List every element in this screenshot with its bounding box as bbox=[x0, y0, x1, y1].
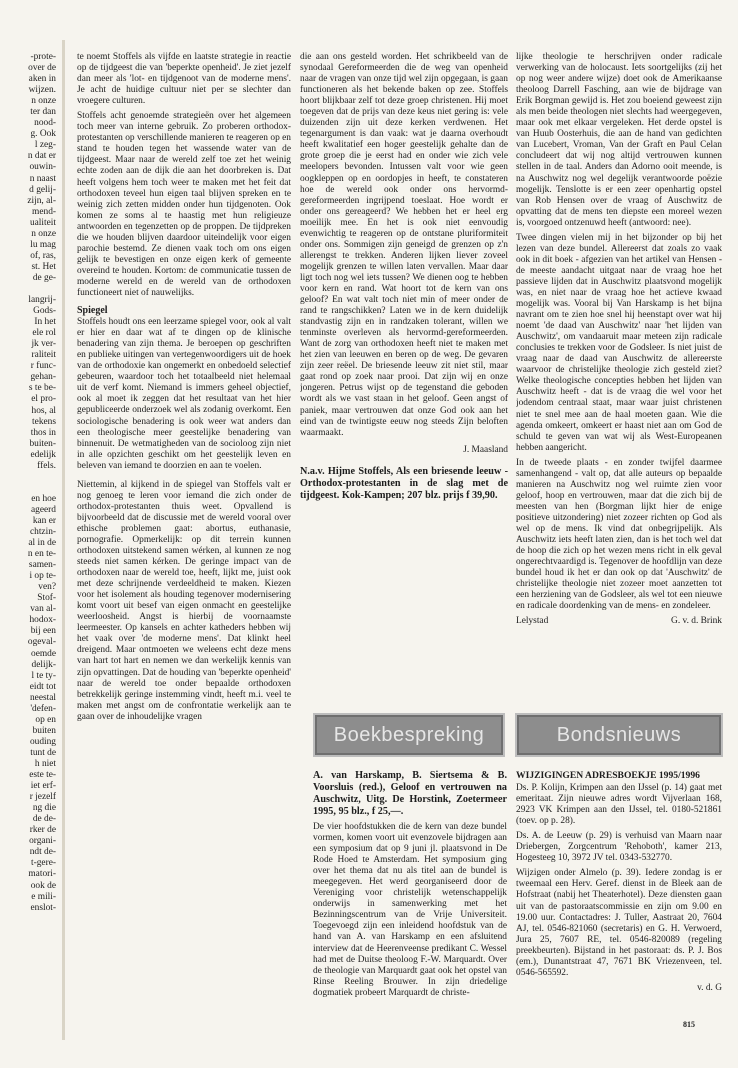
fragment-line: ffels. bbox=[37, 460, 56, 471]
sign-place: Lelystad bbox=[516, 616, 549, 627]
paragraph: In de tweede plaats - en zonder twijfel daarmee samenhangend - valt op, dat alle auteurs op bepaalde manieren na Auschwitz nog wel ruimte zien voor geloof, hoop en vertrouwen, maar dat die zich bij de meesten van hen (Borgman lijkt hier de enige positieve uitzondering) niet zozeer richten op God als wel op de mens. Ik vind dat onbegrijpelijk. Als Auschwitz iets heeft laten zien, dan is het toch wel dat de hoop die zich op het wezen mens richt in elk geval ongerechtvaardigd is. Tegenover de hoofdlijn van deze bundel houd ik het er dan ook op dat 'Auschwitz' de christelijke theologie niet zozeer moet aanzetten tot een herziening van de Godsleer, als wel tot een nieuwe en radicale doordenking van de mens- en zondeleer. bbox=[516, 457, 722, 612]
fragment-line: 'defen- bbox=[30, 703, 56, 714]
review-author: J. Maasland bbox=[463, 444, 508, 455]
paragraph: Twee dingen vielen mij in het bijzonder op bij het lezen van deze bundel. Allereerst dat zoals zo vaak ook in dit boek - afgezien van het artikel van Hensen - de meeste aandacht uitgaat naar de vraag hoe het passieve lijden dat in Auschwitz plaatsvond mogelijk was, en niet naar de vraag hoe het actieve kwaad mogelijk was. Vooral bij Van Harskamp is het bijna navrant om te zien hoe snel hij heenstapt over wat hij noemt 'de daad van Auschwitz' naar 'het lijden van Auschwitz', om vandaaruit maar meteen zijn radicale conclusies te trekken voor de Godsleer. Is niet juist de vraag naar de daad van Auschwitz de allereerste waarvoor de christelijke theologie zich gesteld ziet? Welke theologische concepties hebben het lijden van Auschwitz heeft - dat is de vraag die wel voor het jodendom centraal staat, maar waar juist christenen niet te snel mee aan de haal moeten gaan. Wie die agenda omkeert, omkeert er haast niet aan om God de schuld te geven van wat wij als West-Europeanen hebben aangericht. bbox=[516, 232, 722, 453]
fragment-line: zijn, al- bbox=[27, 195, 56, 206]
fragment-line: Stof- bbox=[37, 593, 56, 604]
fragment-line: d gelij- bbox=[29, 184, 56, 195]
fragment-line: hodox- bbox=[29, 615, 56, 626]
paragraph: Stoffels houdt ons een leerzame spiegel voor, ook al valt er hier en daar wat af te dingen op de klinische benadering van zijn thema. Je beroepen op geschriften en publieke uitingen van vertegenwoordigers uit de hoek van de orthodoxie kan ongemerkt en onbedoeld selectief gebeuren, waardoor toch het totaalbeeld niet helemaal uit de verf komt. Niemand is immers geheel objectief, ook al moet ik zeggen dat het resultaat van het hier gepubliceerde onderzoek wel als zodanig overkomt. Een sociologische benadering is ook weer wat anders dan een theologische meer geestelijke benadering van binnenuit. De wetmatigheden van de socioloog zijn niet in alle opzichten geschikt om het geestelijk leven en beleven van iemand te doorzien en aan te voelen. bbox=[77, 317, 291, 471]
fragment-line bbox=[0, 483, 56, 494]
news-signature: v. d. G bbox=[697, 982, 722, 993]
fragment-line: oemde bbox=[31, 648, 56, 659]
column-3 bbox=[516, 52, 722, 658]
fragment-line: organi- bbox=[29, 836, 56, 847]
fragment-line: nood- bbox=[34, 118, 56, 129]
fragment-line: aken in bbox=[28, 74, 56, 85]
page-fold bbox=[62, 40, 65, 1040]
fragment-line: ven? bbox=[38, 582, 56, 593]
fragment-line: ndt de- bbox=[29, 847, 56, 858]
fragment-line: mend- bbox=[32, 206, 56, 217]
fragment-line: over de bbox=[28, 63, 56, 74]
fragment-line: buiten bbox=[32, 725, 56, 736]
fragment-line: r func- bbox=[30, 361, 56, 372]
fragment-line: thos in bbox=[30, 427, 56, 438]
fragment-line: eidt tot bbox=[29, 681, 56, 692]
fragment-line: ualiteit bbox=[29, 217, 56, 228]
fragment-line: matori- bbox=[28, 869, 56, 880]
fragment-line: r jezelf bbox=[29, 792, 56, 803]
page-number: 815 bbox=[683, 1020, 695, 1029]
fragment-line: tekens bbox=[32, 416, 56, 427]
fragment-line: hos, al bbox=[31, 405, 56, 416]
fragment-line: op en bbox=[35, 714, 56, 725]
section-banner-bondsnieuws: Bondsnieuws bbox=[515, 713, 723, 757]
paragraph: Ds. A. de Leeuw (p. 29) is verhuisd van Maarn naar Driebergen, Zorgcentrum 'Rehoboth', kamer 213, Hogesteeg 10, 3972 JV tel. 0343-532770. bbox=[516, 831, 722, 864]
review-heading: A. van Harskamp, B. Siertsema & B. Voorsluis (red.), Geloof en vertrouwen na Auschwitz, Uitg. De Horstink, Zoetermeer 1995, 95 blz., f 25,—. bbox=[313, 770, 507, 817]
fragment-line: lu mag bbox=[30, 239, 56, 250]
fragment-line: ouding bbox=[29, 736, 56, 747]
section-heading: Spiegel bbox=[77, 305, 108, 317]
fragment-line: rker de bbox=[29, 825, 56, 836]
fragment-line: ng die bbox=[32, 803, 56, 814]
fragment-line: bij een bbox=[30, 626, 56, 637]
fragment-line: In het bbox=[34, 317, 56, 328]
fragment-line bbox=[0, 472, 56, 483]
fragment-line: -prote- bbox=[30, 52, 56, 62]
fragment-line: en hoe bbox=[31, 493, 56, 504]
book-review bbox=[313, 768, 507, 1012]
fragment-line: el pro- bbox=[31, 394, 56, 405]
fragment-line: jk ver- bbox=[31, 339, 56, 350]
fragment-line: n en te- bbox=[27, 549, 56, 560]
fragment-line: kan er bbox=[32, 515, 56, 526]
fragment-line: e mili- bbox=[31, 891, 56, 902]
fragment-line: ele rol bbox=[32, 328, 56, 339]
fragment-line: neestal bbox=[29, 692, 56, 703]
fragment-line: tunt de bbox=[30, 747, 56, 758]
fragment-line: ouwin- bbox=[29, 162, 56, 173]
fragment-line: l te ty- bbox=[31, 670, 56, 681]
bond-news bbox=[516, 770, 722, 1010]
fragment-line: l zeg- bbox=[34, 140, 56, 151]
fragment-line: n onze bbox=[31, 228, 56, 239]
paragraph: De vier hoofdstukken die de kern van deze bundel vormen, komen voort uit evenzovele bijdragen aan een symposium dat op 9 juni jl. plaatsvond in De Rode Hoed te Amsterdam. Het symposium ging over het thema dat nu als titel aan de bundel is meegegeven. Het werd georganiseerd door de Vereniging voor christelijk wetenschappelijk onderwijs in samenwerking met het Bezinningscentrum van de Vrije Universiteit. Toegevoegd zijn een inleidend hoofdstuk van de hand van A. van Harskamp en een afsluitend interview dat de Heerenveense predikant C. Wessel had met de Duitse theoloog F.-W. Marquardt. Over de theologie van Marquardt gaat ook het opstel van Rinse Reeling Brouwer. In zijn driedelige dogmatiek probeert Marquardt de christe- bbox=[313, 822, 507, 998]
column-1 bbox=[77, 52, 291, 1010]
fragment-line: al in de bbox=[28, 538, 56, 549]
fragment-line: n dat er bbox=[27, 151, 56, 162]
fragment-line: delijk- bbox=[31, 659, 56, 670]
paragraph: Wijzigen onder Almelo (p. 39). Iedere zondag is er tweemaal een Herv. Geref. dienst in de Bleek aan de Hofstraat (nabij het Theaterhotel). Deze diensten gaan uit van de pastoraatscommissie en zijn om 9.00 en 19.00 uur. Contactadres: J. Tuller, Aastraat 20, 7604 AJ, tel. 0546-821060 (secretaris) en G. H. Verwoerd, Jura 25, 7607 RE, tel. 0546-820089 (regeling preekbeurten). Bijstand in het pastoraat: ds. P. J. Bos (em.), Dunantstraat 47, 7671 BK Vriezenveen, tel. 0546-565592. bbox=[516, 868, 722, 978]
fragment-line: enslot- bbox=[30, 902, 56, 913]
paragraph: Niettemin, al kijkend in de spiegel van Stoffels valt er nog genoeg te leren voor iemand die zich onder de orthodox-protestanten thuis weet. Opvallend is bijvoorbeeld dat de discussie met de wereld vooral over ethische problemen gaat: abortus, euthanasie, pornografie. Opmerkelijk: op dit terrein kunnen orthodoxen uitstekend samen wérken, al kunnen ze nog steeds niet samen kérken. De geringe impact van de orthodoxen naar de wereld toe, heeft, lijkt me, juist ook met deze schrijnende verdeeldheid te maken. Kiezen voor het isolement als houding tegenover modernisering komt voort uit besef van eigen onmacht en geestelijke weerloosheid. Angst is hierbij de voornaamste leermeester. Op kansels en achter katheders hebben wij het vaak over 'de moderne mens'. Dat klinkt heel dreigend. Maar ontmoeten we weleens echt deze mens van hart tot hart en nemen we dan werkelijk kennis van zijn opvattingen. Dat de houding van 'beperkte openheid' naar de wereld toe onder bepaalde orthodoxen betrekkelijk geringe instemming vindt, heeft m.i. veel te maken met angst om de confrontatie werkelijk aan te gaan over de inhoudelijke vragen bbox=[77, 479, 291, 722]
fragment-line: i op te- bbox=[29, 571, 56, 582]
signature-line bbox=[516, 616, 722, 627]
fragment-line: van al- bbox=[30, 604, 56, 615]
section-banner-boekbespreking: Boekbespreking bbox=[313, 713, 505, 757]
fragment-line: chtzin- bbox=[29, 527, 56, 538]
fragment-line: n onze bbox=[31, 96, 56, 107]
paragraph: Ds. P. Kolijn, Krimpen aan den IJssel (p. 14) gaat met emeritaat. Zijn nieuwe adres wordt Vijverlaan 168, 2923 VK Krimpen aan den IJssel, tel. 0180-521861 (toev. op p. 28). bbox=[516, 783, 722, 827]
paragraph: Stoffels acht genoemde strategieën over het algemeen toch meer van interne gebruik. Zo proberen orthodox-protestanten op verschillende manieren te reageren op en stand te houden tegen het wassende water van de tijdgeest. Maar naar de wereld zelf toe zet het weinig echte zoden aan de dijk die aan het doorbreken is. Dat heeft volgens hem toch weer te maken met het feit dat orthodoxen teveel hun eigen taal blijven spreken en te weinig zich zetten midden onder hun tijdgenoten. Ook komen ze soms al te haastig met hun religieuze antwoorden en tegenzetten op de proppen. De tijdpreken die we houden blijven daardoor uiteindelijk voor eigen parochie bestemd. Ze dienen vaak toch om ons eigen gelijk te bevestigen en onze eigen kerk of gemeente overeind te houden. Kortom: de communicatie tussen de moderne wereld en de wereld van de orthodoxen functioneert niet of nauwelijks. bbox=[77, 111, 291, 298]
fragment-line: wijzen. bbox=[28, 85, 56, 96]
fragment-line: ageerd bbox=[31, 504, 56, 515]
book-citation: N.a.v. Hijme Stoffels, Als een briesende leeuw - Orthodox-protestanten in de slag met de tijdgeest. Kok-Kampen; 207 blz. prijs f 39,90. bbox=[300, 465, 508, 501]
fragment-line: ook de bbox=[30, 880, 56, 891]
fragment-line: n naast bbox=[29, 173, 56, 184]
fragment-line: g. Ook bbox=[30, 129, 56, 140]
fragment-line: de ge- bbox=[32, 272, 56, 283]
fragment-line: de de- bbox=[32, 814, 56, 825]
fragment-line: edelijk bbox=[30, 449, 56, 460]
paragraph: te noemt Stoffels als vijfde en laatste strategie in reactie op de tijdgeest die van 'beperkte openheid'. Je ziet jezelf dan meer als 'lot- en tijdgenoot van de moderne mens'. Je acht de huidige cultuur niet per se slechter dan vroegere culturen. bbox=[77, 52, 291, 107]
fragment-line: Gods- bbox=[33, 306, 56, 317]
fragment-line: of, ras, bbox=[30, 250, 56, 261]
fragment-line: iet erf- bbox=[30, 781, 56, 792]
paragraph: die aan ons gesteld worden. Het schrikbeeld van de synodaal Gereformeerden die de weg van openheid naar de vragen van onze tijd wel zijn opgegaan, is gaan functioneren als het bekende baken op zee. Stoffels hoort blijkbaar zelf tot deze groep christenen. Hij moet toegeven dat de prijs van deze keus niet gering is: vele duizenden zijn uit deze kerken verdwenen. Het tegenargument is dan vaak: wat je daarna overhoudt heeft kwalitatief een hoger geestelijk gehalte dan de grote groep die je eerst had en onder wie zich vele meelopers bevonden. Intussen valt voor wie geen oogkleppen op en oordopjes in heeft, te constateren hoe de wereld ook onder ons hervormd-gereformeerden ingrijpend toeslaat. Hoe wordt er onder ons gereageerd? We hebben het er heel erg moeilijk mee. En het is ook niet eenvoudig evenwichtig te reageren op de ontstane pluriformiteit onder ons. Sommigen zijn geneigd de grenzen op z'n allerengst te trekken. Anderen lijken liever zoveel mogelijk grenzen te willen laten vervallen. Maar daar ligt toch nog wel iets tussen? We dienen oog te hebben voor kern en rand. Wat hoort tot de kern van ons geloof? En wat valt toch niet min of meer onder de rand te rangschikken? Laten we in de kern duidelijk standvastig zijn en in randzaken tolerant, willen we tenminste overleven als hervormd-gereformeerden. Want de zorg van orthodoxen heeft niet te maken met het zien van leeuwen en beren op de weg. De gevaren zijn zeer reëel. De briesende leeuw zit niet stil, maar gaat rond op zoek naar prooi. Dat zijn wij en onze jongeren. Petrus wijst op de tegenstand die geboden wordt als we vast staan in het geloof. Geen angst of paniek, maar vertrouwen dat onze God ook aan het eind van de twintigste eeuw nog steeds Zijn beloften waarmaakt. bbox=[300, 52, 508, 438]
fragment-line: ogeval- bbox=[27, 637, 56, 648]
sign-name: G. v. d. Brink bbox=[671, 616, 722, 627]
fragment-line: buiten- bbox=[29, 438, 56, 449]
news-heading: WIJZIGINGEN ADRESBOEKJE 1995/1996 bbox=[516, 770, 700, 781]
fragment-line: s te be- bbox=[28, 383, 56, 394]
fragment-line: h niet bbox=[34, 759, 56, 769]
previous-page-fragment bbox=[0, 52, 56, 1012]
fragment-line: t-gere- bbox=[31, 858, 56, 869]
fragment-line: ter dan bbox=[30, 107, 56, 118]
fragment-line: gehan- bbox=[30, 372, 56, 383]
fragment-line: langrij- bbox=[28, 295, 56, 306]
fragment-line: este te- bbox=[29, 770, 56, 781]
fragment-line: st. Het bbox=[31, 261, 56, 272]
fragment-line bbox=[0, 284, 56, 295]
fragment-line: samen- bbox=[28, 560, 56, 571]
paragraph: lijke theologie te herschrijven onder radicale verwerking van de holocaust. Iets soortgelijks (zij het op nog weer andere wijze) doet ook de Amerikaanse theoloog Darrell Fasching, aan wie de bijdrage van Erik Borgman gewijd is. Het zou boeiend geweest zijn als men beide theologen niet slechts had weergegeven, maar ook met elkaar vergeleken. Het derde opstel is van Huub Oosterhuis, die aan de hand van gedichten van Lucebert, Vroman, Van der Graft en Paul Celan concludeert dat wij nog altijd vertrouwen kunnen stellen in de taal. Anders dan Adorno ooit meende, is na Auschwitz nog wel degelijk verantwoorde poëzie mogelijk. Tenslotte is er een zeer openhartig opstel van Rob Hensen over de vraag of Auschwitz de opvatting dat de mens ten diepste een moreel wezen is, voorgoed ontzenuwd heeft (antwoord: nee). bbox=[516, 52, 722, 228]
fragment-line: raliteit bbox=[31, 350, 56, 361]
